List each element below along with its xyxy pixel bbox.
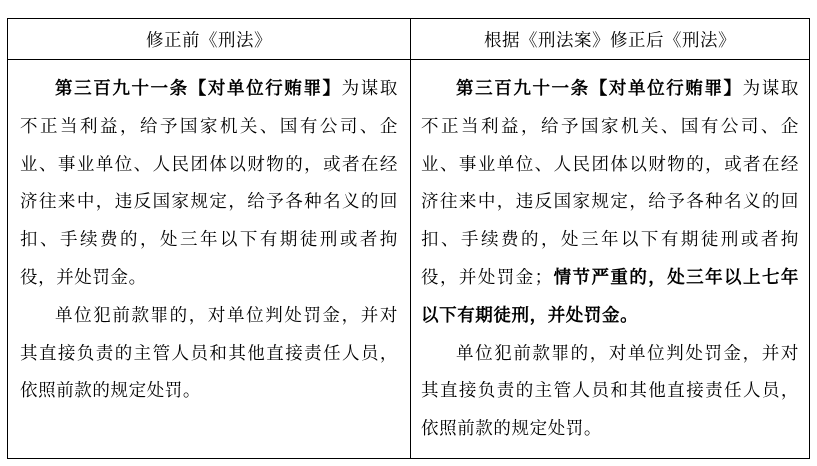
before-amendment-text bbox=[8, 60, 410, 411]
right-amendment-text: 情节严重的，处三年以上七年以下有期徒刑，并处罚金。 bbox=[421, 267, 799, 326]
after-amendment-text bbox=[411, 60, 809, 449]
left-article-title: 第三百九十一条【对单位行贿罪】 bbox=[55, 79, 342, 99]
header-before-amendment: 修正前《刑法》 bbox=[8, 19, 411, 60]
left-article-paragraph bbox=[20, 71, 398, 298]
left-second-paragraph: 单位犯前款罪的，对单位判处罚金，并对其直接负责的主管人员和其他直接责任人员，依照前款的规定处罚。 bbox=[20, 305, 398, 402]
content-row bbox=[8, 60, 810, 459]
after-amendment-cell bbox=[411, 60, 810, 459]
header-row bbox=[8, 19, 810, 60]
right-article-body: 为谋取不正当利益，给予国家机关、国有公司、企业、事业单位、人民团体以财物的，或者在经济往来中，违反国家规定，给予各种名义的回扣、手续费的，处三年以下有期徒刑或者拘役，并处罚金； bbox=[421, 79, 799, 288]
before-amendment-cell bbox=[8, 60, 411, 459]
header-after-amendment: 根据《刑法案》修正后《刑法》 bbox=[411, 19, 810, 60]
right-second-paragraph: 单位犯前款罪的，对单位判处罚金，并对其直接负责的主管人员和其他直接责任人员，依照前款的规定处罚。 bbox=[421, 343, 799, 440]
right-article-title: 第三百九十一条【对单位行贿罪】 bbox=[456, 79, 743, 99]
right-article-paragraph bbox=[421, 71, 799, 336]
law-comparison-table bbox=[7, 18, 810, 459]
left-article-body: 为谋取不正当利益，给予国家机关、国有公司、企业、事业单位、人民团体以财物的，或者在经济往来中，违反国家规定，给予各种名义的回扣、手续费的，处三年以下有期徒刑或者拘役，并处罚金。 bbox=[20, 79, 398, 288]
